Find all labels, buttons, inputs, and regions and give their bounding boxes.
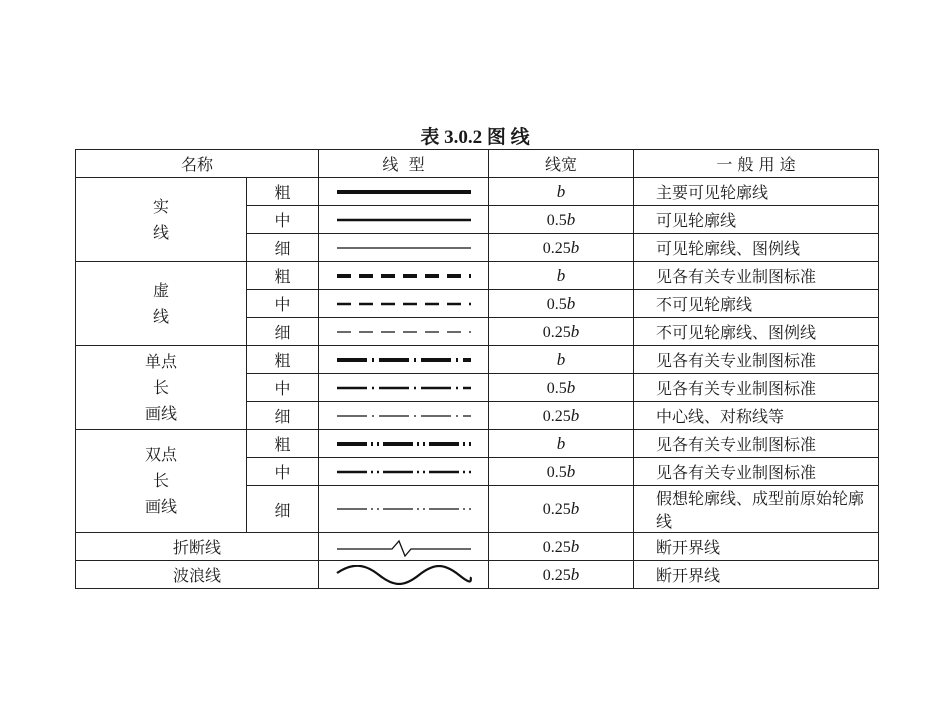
line-type bbox=[319, 206, 489, 234]
line-width bbox=[489, 430, 634, 458]
line-type bbox=[319, 430, 489, 458]
line-category: 虚 线 bbox=[76, 262, 247, 346]
line-weight: 细 bbox=[247, 234, 319, 262]
line-sample-solid-thin bbox=[334, 238, 474, 258]
line-usage: 断开界线 bbox=[634, 561, 879, 589]
line-width bbox=[489, 346, 634, 374]
line-width-factor: 0.5 bbox=[546, 379, 567, 397]
line-sample-dashdot-medium bbox=[334, 378, 474, 398]
line-weight: 粗 bbox=[247, 262, 319, 290]
line-category: 单点 长 画线 bbox=[76, 346, 247, 430]
line-type bbox=[319, 458, 489, 486]
line-width bbox=[489, 402, 634, 430]
line-usage: 见各有关专业制图标准 bbox=[634, 458, 879, 486]
line-category: 双点 长 画线 bbox=[76, 430, 247, 533]
line-sample-dashed-thick bbox=[334, 266, 474, 286]
line-category: 波浪线 bbox=[76, 561, 319, 589]
line-usage: 见各有关专业制图标准 bbox=[634, 262, 879, 290]
line-width bbox=[489, 178, 634, 206]
line-width-factor: 0.25 bbox=[542, 323, 571, 341]
line-weight: 粗 bbox=[247, 430, 319, 458]
line-sample-dashdotdot-thick bbox=[334, 434, 474, 454]
table-row bbox=[76, 561, 879, 589]
line-width-factor: 0.5 bbox=[546, 295, 567, 313]
line-weight: 细 bbox=[247, 486, 319, 533]
line-type bbox=[319, 486, 489, 533]
line-weight: 细 bbox=[247, 318, 319, 346]
line-width-symbol: b bbox=[570, 564, 580, 584]
line-usage: 断开界线 bbox=[634, 533, 879, 561]
line-width-factor: 0.25 bbox=[542, 407, 571, 425]
line-width-symbol: b bbox=[566, 377, 576, 397]
line-sample-break bbox=[334, 537, 474, 557]
table-row bbox=[76, 346, 879, 374]
header-width: 线宽 bbox=[489, 150, 634, 178]
line-usage: 中心线、对称线等 bbox=[634, 402, 879, 430]
line-width-symbol: b bbox=[570, 405, 580, 425]
line-usage: 主要可见轮廓线 bbox=[634, 178, 879, 206]
line-width-symbol: b bbox=[570, 237, 580, 257]
line-sample-solid-medium bbox=[334, 210, 474, 230]
line-type bbox=[319, 262, 489, 290]
line-type bbox=[319, 318, 489, 346]
line-width-symbol: b bbox=[570, 499, 580, 518]
line-weight: 粗 bbox=[247, 178, 319, 206]
header-row bbox=[76, 150, 879, 178]
line-type bbox=[319, 533, 489, 561]
line-width-factor: 0.5 bbox=[546, 211, 567, 229]
table-row bbox=[76, 430, 879, 458]
line-sample-wave bbox=[334, 565, 474, 585]
line-usage: 假想轮廓线、成型前原始轮廓线 bbox=[634, 486, 879, 533]
line-sample-dashed-medium bbox=[334, 294, 474, 314]
line-usage: 见各有关专业制图标准 bbox=[634, 374, 879, 402]
line-type bbox=[319, 374, 489, 402]
header-use: 一 般 用 途 bbox=[634, 150, 879, 178]
line-type bbox=[319, 561, 489, 589]
line-width-factor: 0.25 bbox=[542, 239, 571, 257]
line-width-factor: 0.5 bbox=[546, 463, 567, 481]
line-width bbox=[489, 234, 634, 262]
line-width bbox=[489, 486, 634, 533]
line-width bbox=[489, 458, 634, 486]
line-weight: 中 bbox=[247, 374, 319, 402]
header-type: 线 型 bbox=[319, 150, 489, 178]
line-weight: 粗 bbox=[247, 346, 319, 374]
line-width-factor: 0.25 bbox=[542, 501, 571, 518]
line-width-symbol: b bbox=[570, 321, 580, 341]
line-usage: 不可见轮廓线 bbox=[634, 290, 879, 318]
table-row bbox=[76, 178, 879, 206]
line-weight: 中 bbox=[247, 458, 319, 486]
line-type bbox=[319, 402, 489, 430]
line-width bbox=[489, 290, 634, 318]
header-name: 名称 bbox=[76, 150, 319, 178]
line-type bbox=[319, 234, 489, 262]
line-width-symbol: b bbox=[566, 209, 576, 229]
line-width-symbol: b bbox=[556, 433, 566, 453]
line-usage: 不可见轮廓线、图例线 bbox=[634, 318, 879, 346]
line-usage: 可见轮廓线、图例线 bbox=[634, 234, 879, 262]
line-width bbox=[489, 318, 634, 346]
line-usage: 见各有关专业制图标准 bbox=[634, 346, 879, 374]
line-width-factor: 0.25 bbox=[542, 566, 571, 584]
line-width-symbol: b bbox=[556, 265, 566, 285]
line-sample-dashdot-thin bbox=[334, 406, 474, 426]
line-type bbox=[319, 290, 489, 318]
table-row bbox=[76, 262, 879, 290]
line-usage: 可见轮廓线 bbox=[634, 206, 879, 234]
line-category: 实 线 bbox=[76, 178, 247, 262]
line-width bbox=[489, 374, 634, 402]
line-sample-dashdot-thick bbox=[334, 350, 474, 370]
line-type bbox=[319, 346, 489, 374]
line-type bbox=[319, 178, 489, 206]
line-width bbox=[489, 533, 634, 561]
line-usage: 见各有关专业制图标准 bbox=[634, 430, 879, 458]
line-sample-solid-thick bbox=[334, 182, 474, 202]
line-category: 折断线 bbox=[76, 533, 319, 561]
line-width-symbol: b bbox=[556, 349, 566, 369]
line-width bbox=[489, 561, 634, 589]
line-width-symbol: b bbox=[556, 181, 566, 201]
line-types-table bbox=[75, 149, 879, 589]
line-sample-dashdotdot-thin bbox=[334, 499, 474, 519]
line-width-symbol: b bbox=[566, 461, 576, 481]
table-title: 表 3.0.2 图 线 bbox=[420, 127, 530, 148]
line-width-symbol: b bbox=[566, 293, 576, 313]
table-row bbox=[76, 533, 879, 561]
line-sample-dashdotdot-medium bbox=[334, 462, 474, 482]
line-weight: 中 bbox=[247, 290, 319, 318]
line-width-factor: 0.25 bbox=[542, 538, 571, 556]
line-width bbox=[489, 262, 634, 290]
line-sample-dashed-thin bbox=[334, 322, 474, 342]
table-body bbox=[76, 178, 879, 589]
line-width bbox=[489, 206, 634, 234]
line-weight: 中 bbox=[247, 206, 319, 234]
line-width-symbol: b bbox=[570, 536, 580, 556]
line-weight: 细 bbox=[247, 402, 319, 430]
